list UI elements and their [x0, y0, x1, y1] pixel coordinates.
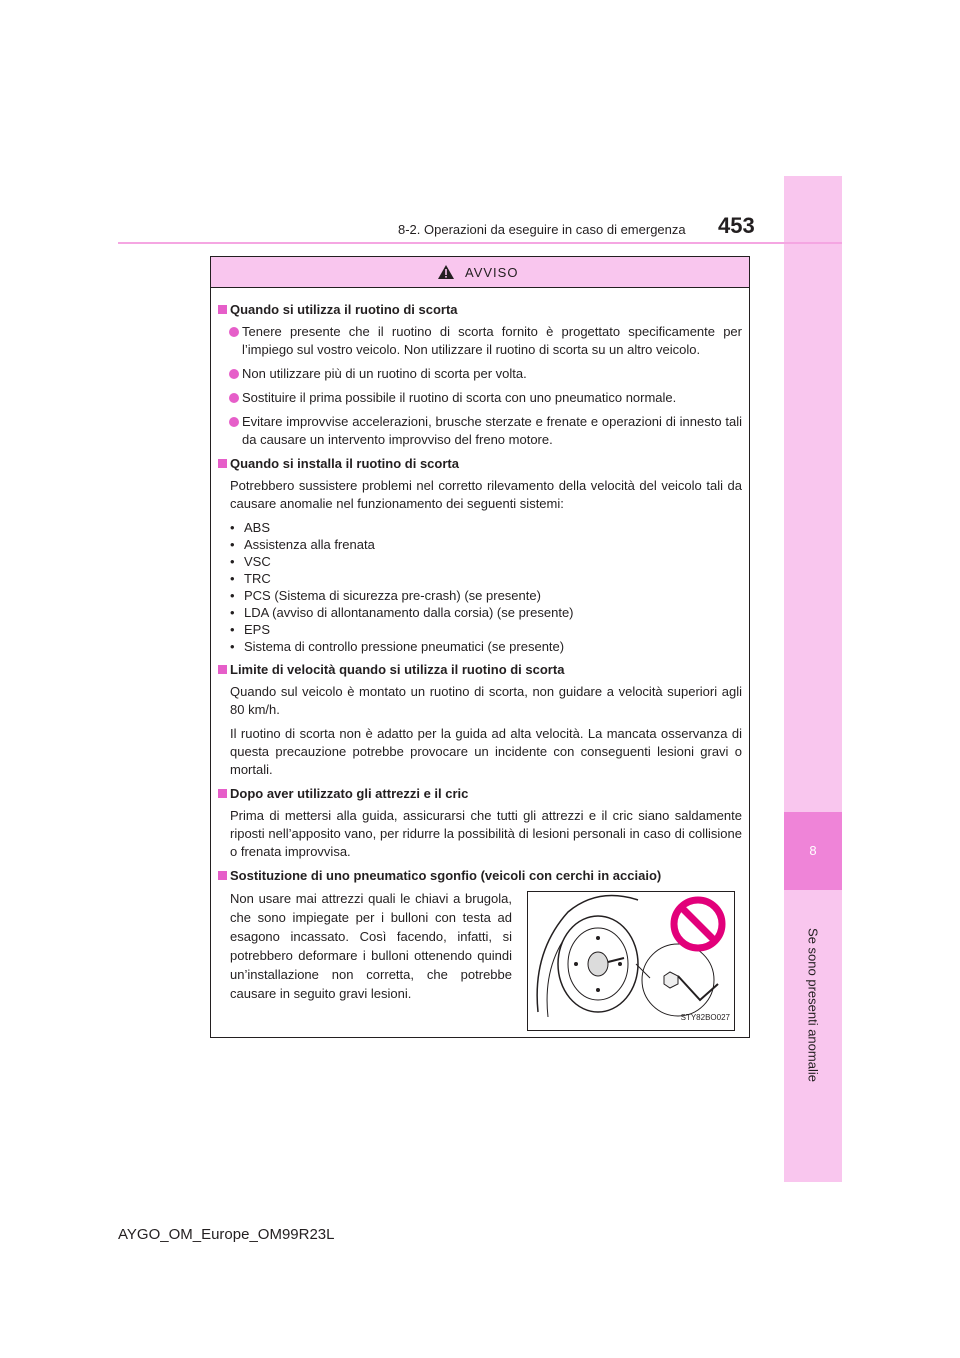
list-item: • Assistenza alla frenata — [230, 536, 742, 553]
round-bullet-icon — [229, 369, 239, 379]
figure-code: STY82BO027 — [680, 1013, 730, 1022]
section-heading: Quando si installa il ruotino di scorta — [218, 455, 742, 473]
paragraph: Potrebbero sussistere problemi nel corretto rilevamento della velocità del veicolo tali da causare anomalie nel funzionamento dei seguenti sistemi: — [230, 478, 742, 511]
list-item: • PCS (Sistema di sicurezza pre-crash) (se presente) — [230, 587, 742, 604]
section-title: 8-2. Operazioni da eseguire in caso di emergenza — [398, 222, 686, 237]
list-item: • VSC — [230, 553, 742, 570]
section-heading: Limite di velocità quando si utilizza il ruotino di scorta — [218, 661, 742, 679]
warning-header — [211, 257, 749, 288]
square-bullet-icon — [218, 305, 227, 314]
document-id: AYGO_OM_Europe_OM99R23L — [118, 1226, 335, 1243]
section-heading: Dopo aver utilizzato gli attrezzi e il cric — [218, 785, 742, 803]
round-bullet-icon — [229, 327, 239, 337]
section-heading: Sostituzione di uno pneumatico sgonfio (veicoli con cerchi in acciaio) — [218, 867, 742, 885]
chapter-title: Se sono presenti anomalie — [805, 928, 821, 1082]
square-bullet-icon — [218, 459, 227, 468]
section-heading: Quando si utilizza il ruotino di scorta — [218, 301, 742, 319]
list-item: • TRC — [230, 570, 742, 587]
list-item: Tenere presente che il ruotino di scorta fornito è progettato specificamente per l’impiego sul vostro veicolo. Non utilizzare il ruotino di scorta su un altro veicolo. — [218, 323, 742, 359]
list-item: Sostituire il prima possibile il ruotino di scorta con uno pneumatico normale. — [218, 389, 742, 407]
chapter-number: 8 — [809, 843, 817, 858]
round-bullet-icon — [229, 393, 239, 403]
page-number: 453 — [718, 213, 755, 238]
warning-box — [210, 256, 750, 1038]
warning-label: AVVISO — [465, 265, 519, 280]
list-item: • LDA (avviso di allontanamento dalla corsia) (se presente) — [230, 604, 742, 621]
paragraph: Quando sul veicolo è montato un ruotino di scorta, non guidare a velocità superiori agli 80 km/h. — [230, 684, 742, 717]
header-rule — [118, 242, 842, 244]
square-bullet-icon — [218, 871, 227, 880]
list-item: Non utilizzare più di un ruotino di scorta per volta. — [218, 365, 742, 383]
warning-content — [218, 301, 742, 1039]
list-item: • Sistema di controllo pressione pneumatici (se presente) — [230, 638, 742, 655]
square-bullet-icon — [218, 789, 227, 798]
square-bullet-icon — [218, 665, 227, 674]
hex-wrench-prohibition-illustration — [527, 891, 735, 1031]
chapter-number-tab — [784, 812, 842, 890]
paragraph: Il ruotino di scorta non è adatto per la guida ad alta velocità. La mancata osservanza di questa precauzione potrebbe provocare un incidente con conseguenti lesioni gravi o mortali. — [230, 726, 742, 777]
figure-row — [218, 889, 742, 1039]
list-item: Evitare improvvise accelerazioni, brusche sterzate e frenate e operazioni di innesto tali da causare un intervento improvviso del freno motore. — [218, 413, 742, 449]
list-item: • EPS — [230, 621, 742, 638]
list-item: • ABS — [230, 519, 742, 536]
round-bullet-icon — [229, 417, 239, 427]
chapter-title-vertical — [806, 900, 820, 1110]
system-list — [218, 519, 742, 655]
warning-triangle-icon — [437, 264, 455, 280]
paragraph: Prima di mettersi alla guida, assicurarsi che tutti gli attrezzi e il cric siano saldamente riposti nell’apposito vano, per ridurre la possibilità di lesioni personali in caso di collisione o frenata improvvisa. — [230, 808, 742, 859]
paragraph: Non usare mai attrezzi quali le chiavi a brugola, che sono impiegate per i bulloni con testa ad esagono incassato. Così facendo, infatti, si potrebbero deformare i bulloni ottenendo quindi un’installazione non corretta, che potrebbe causare in seguito gravi lesioni. — [230, 891, 512, 1001]
